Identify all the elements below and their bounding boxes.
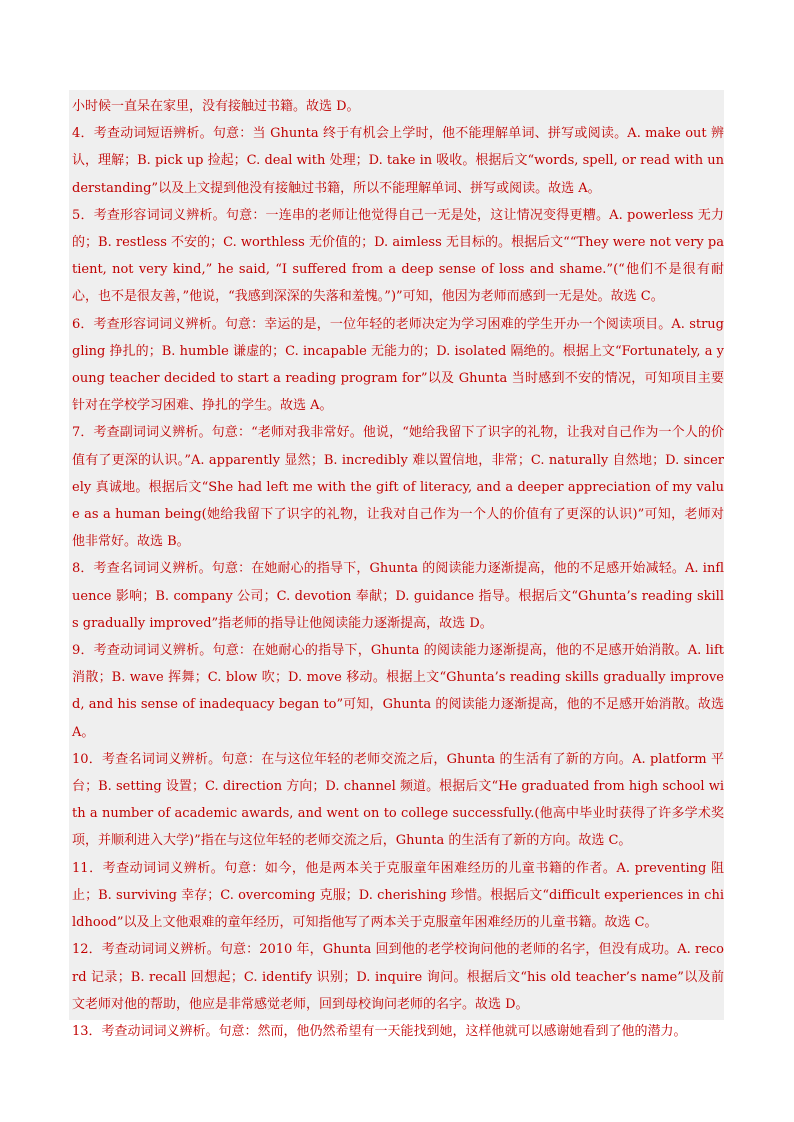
- answer-item-8: 8．考查名词词义辨析。句意：在她耐心的指导下，Ghunta 的阅读能力逐渐提高，他的不足感开始减轻。A. influence 影响；B. company 公司；C. devotion 奉献；D. guidance 指导。根据后文“Ghunta’s reading skills gradually improved”指老师的指导让他阅读能力逐渐提高，故选 D。: [72, 561, 724, 631]
- answer-item-13: 13．考查动词词义辨析。句意：然而，他仍然希望有一天能找到她，这样他就可以感谢她看到了他的潜力。: [72, 1023, 687, 1039]
- answer-item-12: 12．考查动词词义辨析。句意：2010 年，Ghunta 回到他的老学校询问他的老师的名字，但没有成功。A. record 记录；B. recall 回想起；C. identify 识别；D. inquire 询问。根据后文“his old teacher’s name”以及前文老师对他的帮助，他应是非常感觉老师，回到母校询问老师的名字。故选 D。: [72, 942, 724, 1012]
- answer-explanations: [69, 90, 724, 1039]
- answer-item-5: 5．考查形容词词义辨析。句意：一连串的老师让他觉得自己一无是处，这让情况变得更糟。A. powerless 无力的；B. restless 不安的；C. worthless 无价值的；D. aimless 无目标的。根据后文““They were not very patient, not very kind,” he said, “I suffered from a deep sense of loss and shame.”(“他们不是很有耐心，也不是很友善，”他说，“我感到深深的失落和羞愧。”)”可知，他因为老师而感到一无是处。故选 C。: [72, 207, 724, 305]
- answer-item-10: 10．考查名词词义辨析。句意：在与这位年轻的老师交流之后，Ghunta 的生活有了新的方向。A. platform 平台；B. setting 设置；C. direction 方向；D. channel 频道。根据后文“He graduated from high school with a number of academic awards, and went on to college successfully.(他高中毕业时获得了许多学术奖项，并顺利进入大学)”指在与这位年轻的老师交流之后，Ghunta 的生活有了新的方向。故选 C。: [72, 751, 724, 849]
- answer-item-4: 4．考查动词短语辨析。句意：当 Ghunta 终于有机会上学时，他不能理解单词、拼写或阅读。A. make out 辨认，理解；B. pick up 捡起；C. deal with 处理；D. take in 吸收。根据后文“words, spell, or read with understanding”以及上文提到他没有接触过书籍，所以不能理解单词、拼写或阅读。故选 A。: [72, 126, 724, 196]
- answer-item-9: 9．考查动词词义辨析。句意：在她耐心的指导下，Ghunta 的阅读能力逐渐提高，他的不足感开始消散。A. lift 消散；B. wave 挥舞；C. blow 吹；D. move 移动。根据上文“Ghunta’s reading skills gradually improved, and his sense of inadequacy began to”可知，Ghunta 的阅读能力逐渐提高，他的不足感开始消散。故选 A。: [72, 643, 724, 740]
- answer-item-11: 11．考查动词词义辨析。句意：如今，他是两本关于克服童年困难经历的儿童书籍的作者。A. preventing 阻止；B. surviving 幸存；C. overcoming 克服；D. cherishing 珍惜。根据后文“difficult experiences in childhood”以及上文他艰难的童年经历，可知指他写了两本关于克服童年困难经历的儿童书籍。故选 C。: [72, 860, 724, 931]
- answer-item-7: 7．考查副词词义辨析。句意：“老师对我非常好。他说，“她给我留下了识字的礼物，让我对自己作为一个人的价值有了更深的认识。”A. apparently 显然；B. incredibly 难以置信地，非常；C. naturally 自然地；D. sincerely 真诚地。根据后文“She had left me with the gift of literacy, and a deeper appreciation of my value as a human being(她给我留下了识字的礼物，让我对自己作为一个人的价值有了更深的认识)”可知，老师对他非常好。故选 B。: [72, 425, 724, 550]
- answer-item-6: 6．考查形容词词义辨析。句意：幸运的是，一位年轻的老师决定为学习困难的学生开办一个阅读项目。A. struggling 挣扎的；B. humble 谦虚的；C. incapable 无能力的；D. isolated 隔绝的。根据上文“Fortunately, a young teacher decided to start a reading program for”以及 Ghunta 当时感到不安的情况，可知项目主要针对在学校学习困难、挣扎的学生。故选 A。: [72, 316, 724, 414]
- answer-continuation: 小时候一直呆在家里，没有接触过书籍。故选 D。: [72, 99, 360, 114]
